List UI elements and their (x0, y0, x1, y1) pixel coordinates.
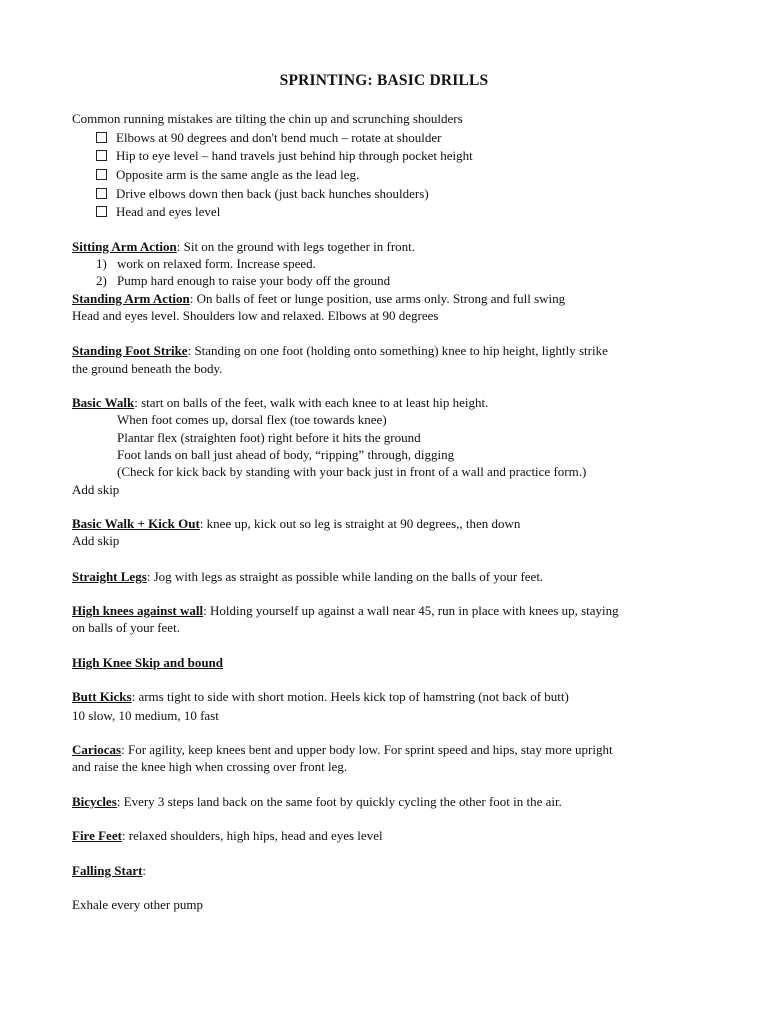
detail-line: (Check for kick back by standing with your back just in front of a wall and practice form.) (117, 464, 587, 479)
section-basic-walk (72, 394, 488, 411)
section-sitting-arm-action (72, 238, 415, 255)
section-heading: Fire Feet (72, 828, 122, 843)
section-text: : start on balls of the feet, walk with each knee to at least hip height. (134, 395, 489, 410)
numbered-step (96, 255, 316, 272)
section-high-knees-against-wall (72, 602, 619, 619)
section-standing-foot-strike (72, 342, 608, 359)
section-heading: Sitting Arm Action (72, 239, 177, 254)
checklist-item (96, 203, 220, 220)
page-title: SPRINTING: BASIC DRILLS (279, 72, 489, 89)
section-heading: Butt Kicks (72, 689, 132, 704)
section-text: : Holding yourself up against a wall near 45, run in place with knees up, staying (203, 603, 619, 618)
checklist-item (96, 147, 473, 164)
add-skip-text: Add skip (72, 482, 120, 497)
section-text: : Jog with legs as straight as possible while landing on the balls of your feet. (146, 569, 544, 584)
exhale-text: Exhale every other pump (72, 897, 204, 912)
checklist-item-text: Drive elbows down then back (just back hunches shoulders) (116, 186, 429, 201)
checklist-item-text: Opposite arm is the same angle as the lead leg. (116, 167, 360, 182)
checklist-item (96, 166, 359, 183)
checklist-item (96, 129, 441, 146)
section-falling-start (72, 862, 146, 879)
section-text: : relaxed shoulders, high hips, head and eyes level (121, 828, 383, 843)
section-text: : On balls of feet or lunge position, use arms only. Strong and full swing (189, 291, 566, 306)
section-text: : For agility, keep knees bent and upper body low. For sprint speed and hips, stay more upright (121, 742, 613, 757)
section-bicycles (72, 793, 562, 810)
section-continuation: Head and eyes level. Shoulders low and relaxed. Elbows at 90 degrees (72, 308, 439, 323)
section-text: : knee up, kick out so leg is straight at 90 degrees,, then down (199, 516, 521, 531)
section-basic-walk-kick-out (72, 515, 520, 532)
checkbox-icon (96, 169, 107, 180)
section-straight-legs (72, 568, 543, 585)
checkbox-icon (96, 188, 107, 199)
section-text: : Every 3 steps land back on the same foot by quickly cycling the other foot in the air. (116, 794, 562, 809)
detail-line: Plantar flex (straighten foot) right before it hits the ground (117, 430, 421, 445)
checkbox-icon (96, 206, 107, 217)
checklist-item-text: Elbows at 90 degrees and don't bend much – rotate at shoulder (116, 130, 442, 145)
section-heading: Straight Legs (72, 569, 147, 584)
detail-line: Foot lands on ball just ahead of body, “ripping” through, digging (117, 447, 455, 462)
checkbox-icon (96, 132, 107, 143)
intro-text: Common running mistakes are tilting the chin up and scrunching shoulders (72, 111, 463, 126)
step-number: 1) (96, 256, 107, 271)
section-fire-feet (72, 827, 383, 844)
add-skip-text: Add skip (72, 533, 120, 548)
section-continuation: the ground beneath the body. (72, 361, 223, 376)
section-heading: High Knee Skip and bound (72, 655, 224, 670)
section-high-knee-skip (72, 654, 223, 671)
checklist-item-text: Head and eyes level (116, 204, 221, 219)
numbered-step (96, 272, 390, 289)
section-cariocas (72, 741, 613, 758)
section-text: : arms tight to side with short motion. Heels kick top of hamstring (not back of butt) (131, 689, 569, 704)
section-heading: Standing Arm Action (72, 291, 190, 306)
section-continuation: on balls of your feet. (72, 620, 180, 635)
checkbox-icon (96, 150, 107, 161)
checklist-item (96, 185, 429, 202)
section-text: : Standing on one foot (holding onto something) knee to hip height, lightly strike (187, 343, 608, 358)
section-heading: Cariocas (72, 742, 122, 757)
section-continuation: and raise the knee high when crossing over front leg. (72, 759, 348, 774)
section-heading: Falling Start (72, 863, 143, 878)
section-continuation: 10 slow, 10 medium, 10 fast (72, 708, 219, 723)
section-heading: Bicycles (72, 794, 117, 809)
section-heading: Basic Walk (72, 395, 135, 410)
section-heading: Basic Walk + Kick Out (72, 516, 200, 531)
section-text: : Sit on the ground with legs together in front. (176, 239, 416, 254)
step-text: Pump hard enough to raise your body off the ground (117, 273, 391, 288)
checklist-item-text: Hip to eye level – hand travels just behind hip through pocket height (116, 148, 473, 163)
section-heading: High knees against wall (72, 603, 204, 618)
section-text: : (142, 863, 147, 878)
section-heading: Standing Foot Strike (72, 343, 188, 358)
section-standing-arm-action (72, 290, 565, 307)
step-text: work on relaxed form. Increase speed. (117, 256, 316, 271)
step-number: 2) (96, 273, 107, 288)
section-butt-kicks (72, 688, 569, 705)
detail-line: When foot comes up, dorsal flex (toe towards knee) (117, 412, 387, 427)
